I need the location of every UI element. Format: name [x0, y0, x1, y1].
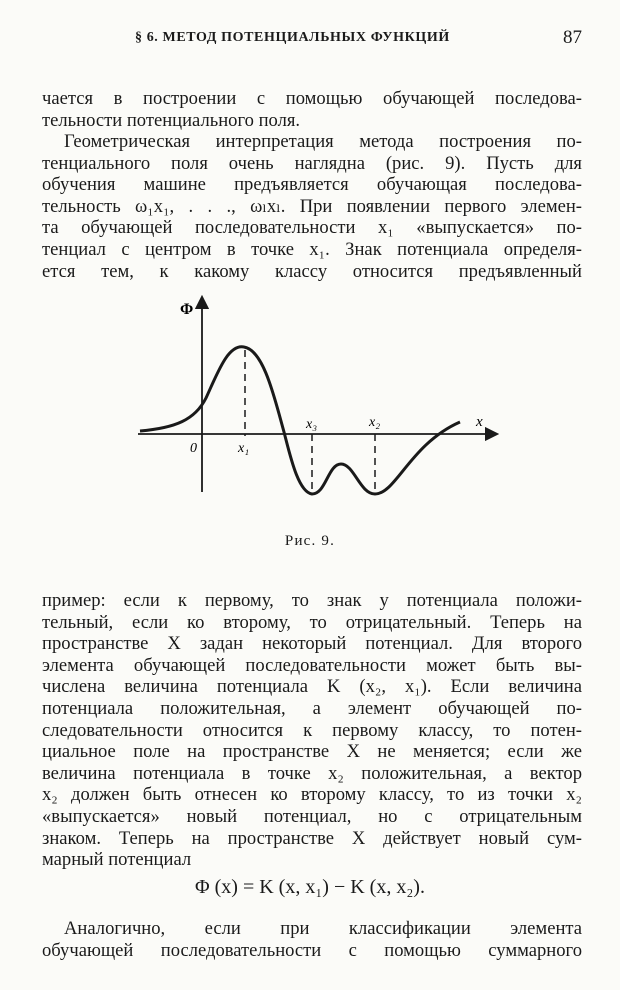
- figure-potential-curve: [130, 292, 500, 502]
- text-line: потенциала положительная, а элемент обучающей по-: [42, 697, 582, 719]
- section-title: § 6. МЕТОД ПОТЕНЦИАЛЬНЫХ ФУНКЦИЙ: [135, 30, 450, 45]
- text-line: обучения машине предъявляется обучающая последова-: [42, 174, 582, 196]
- potential-curve: [140, 347, 460, 494]
- text-line: тельный, если ко второму, то отрицательный. Теперь на: [42, 611, 582, 633]
- text-line: ется тем, к какому классу относится предъявленный: [42, 260, 582, 282]
- point-label-x3: x₃: [306, 417, 318, 432]
- y-axis-label: Φ: [180, 301, 194, 318]
- text-line: циальное поле на пространстве X не меняется; если же: [42, 741, 582, 763]
- paragraph-example: [42, 590, 582, 871]
- text-line: следовательности относится к первому классу, то потен-: [42, 719, 582, 741]
- equation: Φ (x) = K (x, x₁) − K (x, x₂).: [195, 876, 425, 898]
- text-line: величина потенциала в точке x₂ положительная, а вектор: [42, 762, 582, 784]
- point-label-x1: x₁: [238, 441, 250, 456]
- text-line: тенциал с центром в точке x₁. Знак потенциала определя-: [42, 238, 582, 260]
- text-line: пример: если к первому, то знак у потенциала положи-: [42, 590, 582, 611]
- text-line: тенциального поля очень наглядна (рис. 9). Пусть для: [42, 152, 582, 174]
- origin-label: 0: [190, 441, 197, 456]
- text-line: Аналогично, если при классификации элемента: [64, 918, 582, 939]
- running-header: [135, 27, 582, 49]
- text-line: тельность ω₁x₁, . . ., ωₗxₗ. При появлении первого элемен-: [42, 195, 582, 217]
- text-line: Геометрическая интерпретация метода построения по-: [64, 131, 582, 152]
- x-axis-label: x: [476, 414, 483, 430]
- text-line: тельности потенциального поля.: [42, 109, 301, 131]
- paragraph-geometric-interpretation: [42, 131, 582, 282]
- text-line: числена величина потенциала K (x₂, x₁). Если величина: [42, 676, 582, 698]
- text-line: та обучающей последовательности x₁ «выпускается» по-: [42, 217, 582, 239]
- text-line: чается в построении с помощью обучающей последова-: [42, 88, 582, 109]
- text-line: «выпускается» новый потенциал, но с отрицательным: [42, 805, 582, 827]
- page-number: 87: [563, 27, 582, 48]
- paragraph-continuation: [42, 88, 582, 131]
- text-line: элемента обучающей последовательности может быть вы-: [42, 654, 582, 676]
- figure-caption: Рис. 9.: [284, 533, 336, 549]
- text-line: пространстве X задан некоторый потенциал. Для второго: [42, 633, 582, 655]
- text-line: марный потенциал: [42, 849, 192, 871]
- paragraph-analogously: [42, 918, 582, 961]
- text-line: знаком. Теперь на пространстве X действует новый сум-: [42, 827, 582, 849]
- text-line: x₂ должен быть отнесен ко второму классу, то из точки x₂: [42, 784, 582, 806]
- text-line: обучающей последовательности с помощью суммарного: [42, 939, 582, 961]
- point-label-x2: x₂: [369, 415, 381, 430]
